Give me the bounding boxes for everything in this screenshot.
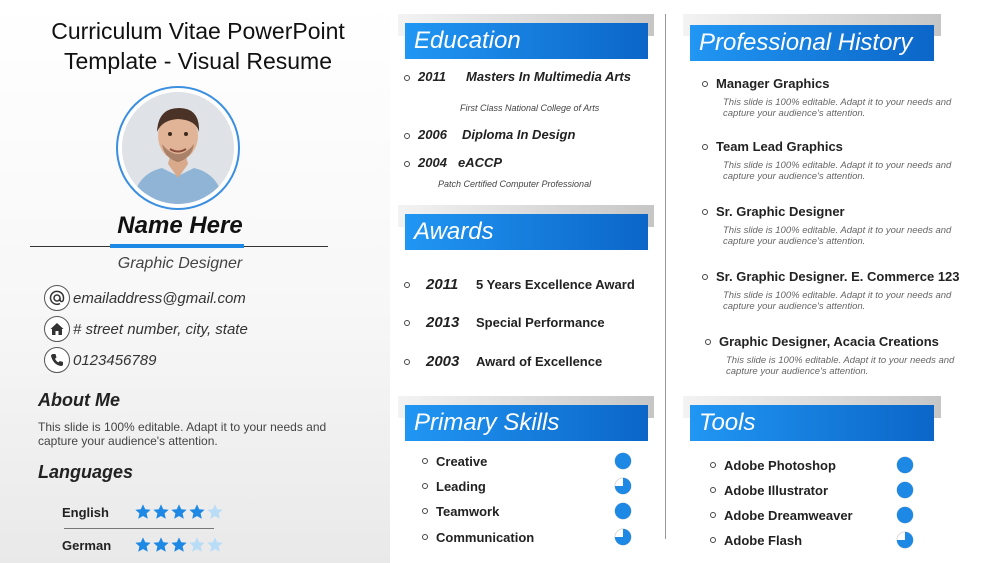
skill-level-icon xyxy=(614,452,632,470)
tool-label: Adobe Flash xyxy=(724,532,803,548)
middle-column xyxy=(398,0,660,563)
column-divider xyxy=(665,14,666,539)
history-heading: Professional History xyxy=(690,25,934,61)
bullet-icon xyxy=(404,320,410,326)
skill-label: Creative xyxy=(436,453,488,469)
award-title: Award of Excellence xyxy=(476,354,603,369)
award-year: 2013 xyxy=(426,314,460,331)
history-item xyxy=(702,76,973,119)
star-filled-icon xyxy=(170,536,188,554)
language-row xyxy=(54,531,224,559)
tool-level-icon xyxy=(896,531,914,549)
star-filled-icon xyxy=(170,503,188,521)
education-title: Diploma In Design xyxy=(462,127,576,142)
skill-row xyxy=(422,502,632,520)
education-item xyxy=(404,127,575,142)
history-description: This slide is 100% editable. Adapt it to your needs and capture your audience's attention. xyxy=(723,97,952,119)
history-title: Manager Graphics xyxy=(716,76,830,91)
award-item xyxy=(404,276,635,293)
name-accent-bar xyxy=(110,244,244,248)
history-item xyxy=(702,269,973,312)
history-description: This slide is 100% editable. Adapt it to your needs and capture your audience's attention. xyxy=(726,355,955,377)
education-item xyxy=(404,155,502,170)
star-empty-icon xyxy=(206,503,224,521)
language-row xyxy=(54,498,224,526)
tools-heading: Tools xyxy=(690,405,934,441)
at-icon xyxy=(44,285,70,311)
bullet-icon xyxy=(702,274,708,280)
star-empty-icon xyxy=(206,536,224,554)
history-description: This slide is 100% editable. Adapt it to your needs and capture your audience's attention. xyxy=(723,160,952,182)
language-name: German xyxy=(62,537,112,553)
star-filled-icon xyxy=(134,536,152,554)
star-filled-icon xyxy=(188,503,206,521)
bullet-icon xyxy=(710,487,716,493)
tool-level-icon xyxy=(896,481,914,499)
award-item xyxy=(404,314,605,331)
education-heading: Education xyxy=(405,23,648,59)
star-filled-icon xyxy=(152,536,170,554)
tool-row xyxy=(710,456,914,474)
about-text: This slide is 100% editable. Adapt it to your needs and capture your audience's attention. xyxy=(38,420,327,448)
slide-title: Curriculum Vitae PowerPoint Template - Visual Resume xyxy=(51,18,345,74)
history-title: Sr. Graphic Designer. E. Commerce 123 xyxy=(716,269,960,284)
skill-row xyxy=(422,528,632,546)
languages-heading: Languages xyxy=(38,462,134,482)
profile-panel xyxy=(0,0,390,563)
skill-label: Teamwork xyxy=(436,503,500,519)
history-title: Graphic Designer, Acacia Creations xyxy=(719,334,939,349)
award-title: 5 Years Excellence Award xyxy=(476,277,635,292)
education-subtitle: First Class National College of Arts xyxy=(460,103,600,113)
bullet-icon xyxy=(404,359,410,365)
bullet-icon xyxy=(710,537,716,543)
award-item xyxy=(404,353,602,370)
skill-row xyxy=(422,452,632,470)
awards-heading: Awards xyxy=(405,214,648,250)
skill-label: Communication xyxy=(436,529,535,545)
education-title: eACCP xyxy=(458,155,503,170)
history-item xyxy=(702,139,973,182)
bullet-icon xyxy=(702,209,708,215)
tool-level-icon xyxy=(896,456,914,474)
star-empty-icon xyxy=(188,536,206,554)
home-icon xyxy=(44,316,70,342)
bullet-icon xyxy=(404,133,410,139)
language-rating xyxy=(134,536,224,554)
skill-row xyxy=(422,477,632,495)
bullet-icon xyxy=(404,282,410,288)
tool-label: Adobe Dreamweaver xyxy=(724,507,853,523)
history-title: Sr. Graphic Designer xyxy=(716,204,845,219)
award-year: 2003 xyxy=(426,353,460,370)
contact-address xyxy=(44,316,248,342)
language-name: English xyxy=(62,504,109,520)
education-subtitle: Patch Certified Computer Professional xyxy=(438,179,592,189)
skill-level-icon xyxy=(614,477,632,495)
education-year: 2004 xyxy=(418,155,447,170)
bullet-icon xyxy=(422,458,428,464)
phone-icon xyxy=(44,347,70,373)
star-filled-icon xyxy=(152,503,170,521)
award-title: Special Performance xyxy=(476,315,605,330)
contact-phone xyxy=(44,347,156,373)
contact-address-text: # street number, city, state xyxy=(73,320,248,338)
education-year: 2011 xyxy=(418,69,446,84)
about-heading: About Me xyxy=(38,390,120,410)
bullet-icon xyxy=(710,462,716,468)
skill-level-icon xyxy=(614,502,632,520)
profile-name: Name Here xyxy=(117,212,243,239)
history-item xyxy=(702,204,973,247)
history-title: Team Lead Graphics xyxy=(716,139,843,154)
contact-email-text: emailaddress@gmail.com xyxy=(73,289,246,307)
tool-label: Adobe Illustrator xyxy=(724,482,829,498)
tool-row xyxy=(710,506,914,524)
bullet-icon xyxy=(702,81,708,87)
tool-label: Adobe Photoshop xyxy=(724,457,836,473)
profile-photo xyxy=(122,92,234,204)
bullet-icon xyxy=(705,339,711,345)
bullet-icon xyxy=(702,144,708,150)
contact-email xyxy=(44,285,246,311)
tool-level-icon xyxy=(896,506,914,524)
star-filled-icon xyxy=(134,503,152,521)
history-item xyxy=(705,334,976,377)
skill-level-icon xyxy=(614,528,632,546)
bullet-icon xyxy=(422,483,428,489)
history-description: This slide is 100% editable. Adapt it to your needs and capture your audience's attention. xyxy=(723,225,952,247)
skills-heading: Primary Skills xyxy=(405,405,648,441)
language-rating xyxy=(134,503,224,521)
education-year: 2006 xyxy=(418,127,447,142)
profile-photo-frame xyxy=(116,86,240,210)
bullet-icon xyxy=(422,534,428,540)
tool-row xyxy=(710,481,914,499)
contact-phone-text: 0123456789 xyxy=(73,351,157,369)
bullet-icon xyxy=(404,161,410,167)
history-description: This slide is 100% editable. Adapt it to your needs and capture your audience's attention. xyxy=(723,290,952,312)
bullet-icon xyxy=(710,512,716,518)
profile-role: Graphic Designer xyxy=(117,255,243,272)
award-year: 2011 xyxy=(426,276,459,293)
language-divider xyxy=(64,528,214,529)
tool-row xyxy=(710,531,914,549)
bullet-icon xyxy=(404,75,410,81)
bullet-icon xyxy=(422,508,428,514)
education-title: Masters In Multimedia Arts xyxy=(466,69,631,84)
skill-label: Leading xyxy=(436,478,486,494)
education-item xyxy=(404,69,631,84)
